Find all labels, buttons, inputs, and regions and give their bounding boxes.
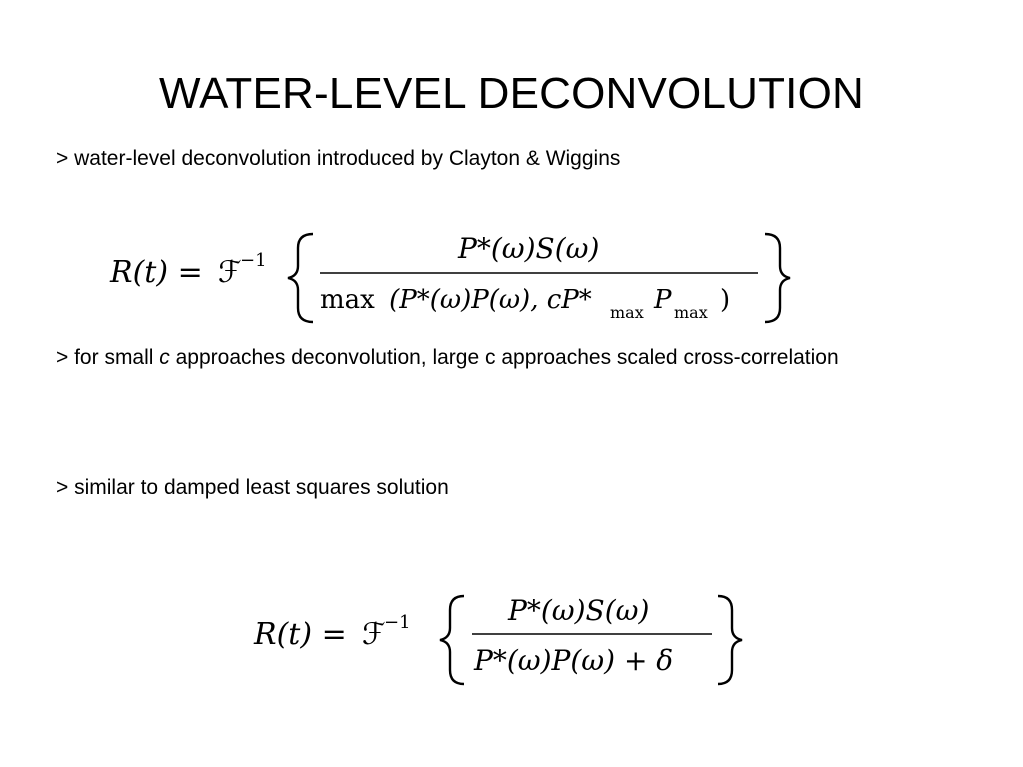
- bullet-small-large-c: [56, 343, 936, 373]
- eq1-close: ): [720, 285, 731, 315]
- bullet-b2-prefix: > for small: [56, 346, 160, 369]
- eq2-left-brace: [440, 596, 464, 684]
- eq1-denominator: max (P*(ω)P(ω), cP*: [320, 285, 592, 315]
- bullet-damped-least-squares: > similar to damped least squares solution: [56, 476, 449, 499]
- eq2-operator: ℱ: [362, 617, 386, 652]
- equation-damped-least-squares: [252, 590, 752, 694]
- eq2-operator-exp: −1: [384, 612, 411, 633]
- eq2-numerator: P*(ω)S(ω): [508, 594, 650, 627]
- eq1-operator: ℱ: [218, 255, 242, 290]
- bullet-clayton-wiggins: > water-level deconvolution introduced by Clayton & Wiggins: [56, 147, 621, 170]
- eq1-sub-max-1: max: [610, 303, 644, 322]
- eq2-lhs: R(t) =: [254, 617, 347, 652]
- eq2-denominator: P*(ω)P(ω) + δ: [474, 644, 674, 677]
- bullet-b2-variable: c: [159, 346, 170, 369]
- equation-water-level: [108, 226, 798, 330]
- eq1-numerator: P*(ω)S(ω): [458, 232, 600, 265]
- eq1-right-brace: [765, 234, 790, 322]
- eq2-right-brace: [718, 596, 742, 684]
- eq1-left-brace: [288, 234, 313, 322]
- bullet-b2-suffix: approaches deconvolution, large c approaches scaled cross-correlation: [169, 346, 839, 369]
- eq1-sub-max-2: max: [674, 303, 708, 322]
- slide-title: WATER-LEVEL DECONVOLUTION: [158, 69, 865, 118]
- eq1-lhs: R(t) =: [110, 255, 203, 290]
- eq1-operator-exp: −1: [240, 250, 267, 271]
- eq1-mid: P: [654, 285, 672, 315]
